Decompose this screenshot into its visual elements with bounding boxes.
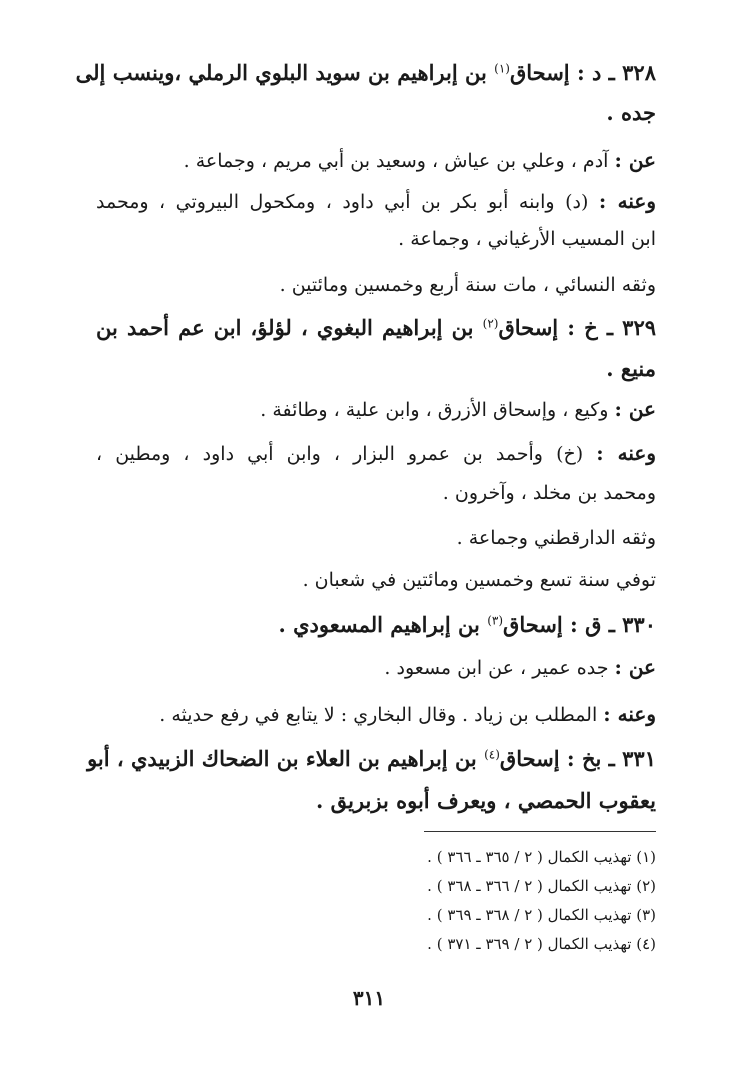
page-number: ٣١١ [352, 986, 386, 1010]
entry-328-title-line2: جده . [606, 100, 656, 125]
entry-329-heading: ٣٢٩ ـ خ : إسحاق [498, 315, 657, 340]
footnote-4: (٤) تهذيب الكمال ( ٢ / ٣٦٩ ـ ٣٧١ ) . [427, 935, 656, 953]
entry-329-students-line2: ومحمد بن مخلد ، وآخرون . [442, 482, 656, 504]
entry-331-title-line1 [87, 742, 656, 777]
entry-328-teachers [96, 143, 656, 178]
entry-329-note: وثقه الدارقطني وجماعة . [456, 527, 656, 549]
entry-329-title: بن إبراهيم البغوي ، لؤلؤ، ابن عم أحمد بن [96, 315, 483, 340]
footnote-2: (٢) تهذيب الكمال ( ٢ / ٣٦٦ ـ ٣٦٨ ) . [427, 877, 656, 895]
entry-330-students-text: المطلب بن زياد . وقال البخاري : لا يتابع في رفع حديثه . [159, 704, 604, 726]
entry-330-teachers [96, 650, 656, 685]
entry-328-title: بن إبراهيم بن سويد البلوي الرملي ،وينسب إلى [75, 60, 495, 85]
entry-328-note: وثقه النسائي ، مات سنة أربع وخمسين ومائتين . [279, 274, 656, 296]
entry-328-title-line1 [75, 56, 656, 91]
entry-330-teachers-text: جده عمير ، عن ابن مسعود . [384, 657, 615, 679]
entry-329-teachers-text: وكيع ، وإسحاق الأزرق ، وابن علية ، وطائفة . [260, 399, 615, 421]
entry-330-title: بن إبراهيم المسعودي . [278, 612, 488, 637]
entry-329-students-text: (خ) وأحمد بن عمرو البزار ، وابن أبي داود ، ومطين ، [96, 443, 597, 465]
entry-331-title-line2: يعقوب الحمصي ، ويعرف أبوه بزبريق . [315, 788, 656, 813]
entry-329-title-line2: منيع . [606, 356, 656, 381]
wanhu-label: وعنه : [603, 702, 656, 726]
an-label: عن : [614, 655, 656, 679]
footnote-1: (١) تهذيب الكمال ( ٢ / ٣٦٥ ـ ٣٦٦ ) . [427, 848, 656, 866]
an-label: عن : [614, 397, 656, 421]
entry-329-title-line1 [96, 311, 656, 346]
entry-328-heading: ٣٢٨ ـ د : إسحاق [509, 60, 656, 85]
wanhu-label: وعنه : [596, 441, 656, 465]
entry-328-students-line1 [96, 184, 656, 219]
entry-329-death: توفي سنة تسع وخمسين ومائتين في شعبان . [302, 569, 656, 591]
wanhu-label: وعنه : [598, 189, 656, 213]
an-label: عن : [614, 148, 656, 172]
entry-331-heading: ٣٣١ ـ بخ : إسحاق [499, 746, 656, 771]
entry-328-students-line2: ابن المسيب الأرغياني ، وجماعة . [398, 228, 656, 250]
entry-328-teachers-text: آدم ، وعلي بن عياش ، وسعيد بن أبي مريم ، وجماعة . [183, 150, 615, 172]
entry-328-students-text: (د) وابنه أبو بكر بن أبي داود ، ومكحول البيروتي ، ومحمد [96, 191, 599, 213]
footnote-ref-1[interactable]: (١) [494, 61, 510, 76]
footnote-ref-3[interactable]: (٣) [487, 613, 504, 628]
footnote-3: (٣) تهذيب الكمال ( ٢ / ٣٦٨ ـ ٣٦٩ ) . [427, 906, 656, 924]
entry-330-students [96, 697, 656, 732]
footnote-ref-2[interactable]: (٢) [482, 316, 499, 331]
entry-331-title: بن إبراهيم بن العلاء بن الضحاك الزبيدي ، أبو [87, 746, 485, 771]
footnote-divider [424, 831, 656, 832]
footnote-ref-4[interactable]: (٤) [484, 747, 500, 762]
entry-329-students-line1 [96, 436, 656, 471]
entry-329-teachers [96, 392, 656, 427]
entry-330-title-line1 [96, 608, 656, 643]
entry-330-heading: ٣٣٠ ـ ق : إسحاق [503, 612, 656, 637]
